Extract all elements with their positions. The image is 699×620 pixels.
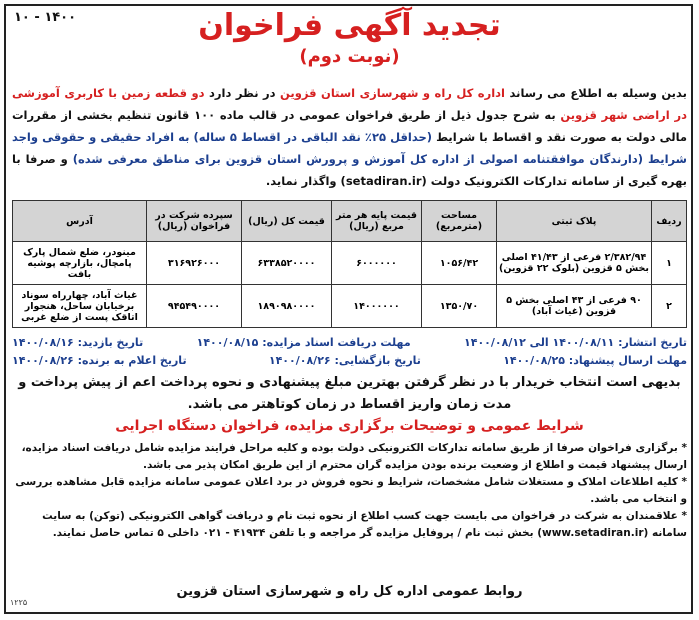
proposal-deadline: مهلت ارسال پیشنهاد: ۱۴۰۰/۰۸/۲۵	[503, 354, 687, 367]
reference-number: ۱۰ - ۱۴۰۰	[14, 10, 77, 25]
header-row-num: ردیف	[652, 201, 687, 242]
land-table	[12, 200, 687, 328]
cell-total-price: ۱۸۹۰۹۸۰۰۰۰	[242, 285, 332, 328]
conditions-title: شرایط عمومی و توضیحات برگزاری مزایده، فراخوان دستگاه اجرایی	[115, 418, 584, 434]
table-row	[13, 242, 687, 285]
header-total-price: قیمت کل (ریال)	[242, 201, 332, 242]
header-address: آدرس	[13, 201, 147, 242]
cell-row-num: ۱	[652, 242, 687, 285]
table-row	[13, 285, 687, 328]
footer-signature: روابط عمومی اداره کل راه و شهرسازی استان قزوین	[176, 584, 523, 599]
cell-plaque: ۲/۳۸۲/۹۴ فرعی از ۴۱/۴۳ اصلی بخش ۵ قزوین (بلوک ۲۲ قزوین)	[497, 242, 652, 285]
cell-deposit: ۳۱۶۹۲۶۰۰۰	[147, 242, 242, 285]
intro-subject: دو قطعه زمین با کاربری آموزشی در اراضی شهر قزوین	[12, 86, 687, 122]
publish-date: تاریخ انتشار: ۱۴۰۰/۰۸/۱۱ الی ۱۴۰۰/۰۸/۱۲	[464, 336, 687, 349]
dates-row-1	[12, 334, 687, 352]
condition-item: * برگزاری فراخوان صرفا از طریق سامانه تدارکات الکترونیکی دولت بوده و کلیه مراحل فرایند مزایده شامل دریافت اسناد مزایده، ارسال پیشنهاد قیمت و اطلاع از وضعیت برنده بودن مزایده گران محترم از این طریق امکان پذیر می باشد.	[21, 442, 687, 471]
cell-area: ۱۰۵۶/۴۲	[422, 242, 497, 285]
intro-part-4: و صرفا با بهره گیری از سامانه تدارکات الکترونیک دولت (setadiran.ir) واگذار نماید.	[12, 152, 687, 188]
header-plaque: پلاک ثبتی	[497, 201, 652, 242]
winner-date: تاریخ اعلام به برنده: ۱۴۰۰/۰۸/۲۶	[12, 354, 187, 367]
dates-block	[12, 334, 687, 370]
header-deposit: سپرده شرکت در فراخوان (ریال)	[147, 201, 242, 242]
intro-organization: اداره کل راه و شهرسازی استان قزوین	[280, 86, 505, 100]
cell-base-price: ۱۴۰۰۰۰۰۰	[332, 285, 422, 328]
cell-area: ۱۳۵۰/۷۰	[422, 285, 497, 328]
intro-part-2: در نظر دارد	[209, 86, 276, 100]
cell-base-price: ۶۰۰۰۰۰۰	[332, 242, 422, 285]
intro-terms: (حداقل ۲۵٪ نقد الباقی در اقساط ۵ ساله) به افراد حقیقی و حقوقی واجد شرایط (دارندگان موافقتنامه اصولی از اداره کل آموزش و پرورش استان قزوین برای مناطق معرفی شده)	[12, 130, 687, 166]
notice-title: تجدید آگهی فراخوان	[198, 8, 501, 43]
intro-paragraph	[12, 82, 687, 192]
cell-row-num: ۲	[652, 285, 687, 328]
cell-total-price: ۶۳۳۸۵۲۰۰۰۰	[242, 242, 332, 285]
condition-item: * کلیه اطلاعات املاک و مستغلات شامل مشخصات، شرایط و نحوه فروش در برد اعلان عمومی سامانه مزایده قابل مشاهده بررسی و انتخاب می باشد.	[15, 476, 687, 505]
cell-deposit: ۹۴۵۴۹۰۰۰۰	[147, 285, 242, 328]
conditions-list	[12, 440, 687, 542]
cell-address: مینودر، ضلع شمال پارک پامچال، بازارچه پوشیه بافت	[13, 242, 147, 285]
opening-date: تاریخ بازگشایی: ۱۴۰۰/۰۸/۲۶	[268, 354, 421, 367]
visit-date: تاریخ بازدید: ۱۴۰۰/۰۸/۱۶	[12, 336, 144, 349]
intro-part-1: بدین وسیله به اطلاع می رساند	[509, 86, 687, 100]
intro-part-3: به شرح جدول ذیل از طریق فراخوان عمومی در قالب ماده ۱۰۰ قانون تنظیم بخشی از مقررات مالی دولت به صورت نقد و اقساط با شرایط	[12, 108, 688, 144]
selection-note: بدیهی است انتخاب خریدار با در نظر گرفتن بهترین مبلغ پیشنهادی و نحوه پرداخت اعم از پیش پرداخت و مدت زمان واریز اقساط در زمان کوتاهتر می باشد.	[18, 375, 681, 412]
cell-address: غیاث آباد، چهارراه سوناد برخیابان ساحل، هنجوار اتاقک پست از ضلع غربی	[13, 285, 147, 328]
condition-item: * علاقمندان به شرکت در فراخوان می بایست جهت کسب اطلاع از نحوه ثبت نام و دریافت گواهی الکترونیکی (توکن) به سایت سامانه (www.setadiran.ir) بخش ثبت نام / پروفایل مزایده گر مراجعه و با تلفن ۴۱۹۳۴ - ۰۲۱ داخلی ۵ تماس حاصل نمایند.	[42, 510, 687, 539]
table-header-row	[13, 201, 687, 242]
notice-subtitle: (نوبت دوم)	[299, 46, 400, 67]
ad-code: ۱۲۲۵	[10, 598, 28, 607]
cell-plaque: ۹۰ فرعی از ۴۳ اصلی بخش ۵ قزوین (غیاث آباد)	[497, 285, 652, 328]
doc-deadline: مهلت دریافت اسناد مزایده: ۱۴۰۰/۰۸/۱۵	[196, 336, 411, 349]
header-area: مساحت (مترمربع)	[422, 201, 497, 242]
dates-row-2	[12, 352, 687, 370]
header-base-price: قیمت پایه هر متر مربع (ریال)	[332, 201, 422, 242]
